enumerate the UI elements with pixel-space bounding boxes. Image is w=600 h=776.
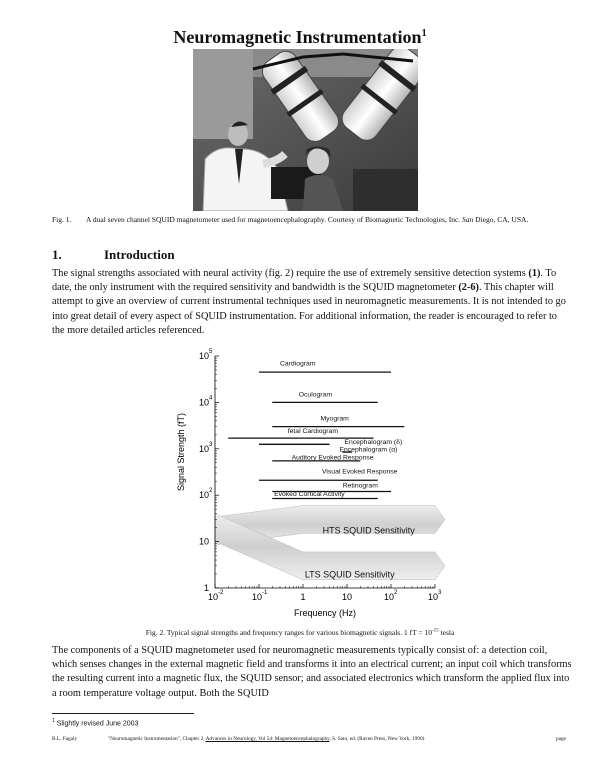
figure2-caption: Fig. 2. Typical signal strengths and frequency ranges for various biomagnetic signals. 1 fT = $10^{-15}$ tesla [145,628,455,637]
signal-label: Cardiogram [279,360,316,368]
magnetometer-photo [193,49,418,211]
signal-label: fetal Cardiogram [287,427,338,435]
signal-label: Myogram [320,415,349,423]
figure1-caption-text: A dual seven channel SQUID magnetometer used for magnetoencephalography. Courtesy of Biomagnetic Technologies, Inc. San Diego, CA, USA. [86,215,529,224]
footnote [52,718,138,727]
y-tick-label: 10 [198,397,209,408]
citation-ref: (2-6) [458,282,479,294]
y-tick-label: 10 [198,443,209,454]
citation-ref: (1) [528,268,541,279]
x-tick-exponent: 3 [438,590,442,596]
y-tick-label: 10 [198,536,209,547]
signal-label: Auditory Evoked Response [291,454,374,462]
band-label: HTS SQUID Sensitivity [322,525,415,536]
x-axis-title: Frequency (Hz) [293,608,357,618]
x-tick-exponent: 2 [394,590,398,596]
section-title: Introduction [104,247,175,262]
x-tick-exponent: -1 [262,590,268,596]
footnote-text: Slightly revised June 2003 [56,720,139,728]
signal-label: Encephalogram (δ) [344,438,403,446]
y-tick-exponent: 2 [209,488,213,495]
figure1-label: Fig. 1. [52,215,72,224]
section-number: 1. [52,247,62,262]
page-title: Neuromagnetic Instrumentation$^1$ [173,27,427,47]
band-label: LTS SQUID Sensitivity [304,569,395,580]
y-tick-exponent: 3 [209,441,213,448]
y-axis-title: Signal Strength (fT) [176,412,186,492]
footer-author: R.L. Fagaly [52,736,78,742]
y-tick-label: 10 [198,351,209,361]
y-tick-label: 1 [203,583,209,593]
y-tick-exponent: 4 [209,395,213,402]
footer-page: page [556,736,566,742]
y-tick-exponent: 5 [209,349,213,355]
components-paragraph: The components of a SQUID magnetometer used for neuromagnetic measurements typically consist of: a detection coil, which senses changes in the external magnetic field and transforms it into an electrical current; an input coil which transforms the resulting current into a magnetic flux, the SQUID sensor; and associated electronics which transform the applied flux into a room temperature voltage output. Both the SQUID [52,645,572,699]
y-tick-label: 10 [198,490,209,501]
x-tick-label: 1 [300,592,306,602]
footnote-mark: 1 [52,718,55,724]
x-tick-label: 10 [251,592,263,602]
signal-label: Encephalogram (α) [339,446,398,454]
title-footnote-mark: 1 [421,28,427,39]
footer-citation: "Neuromagnetic Instrumentation", Chapter 2, Advances in Neurology, Vol 54: Magnetoencephalography, S. Sato, ed. (Raven Press, New York, 1990) [108,736,425,742]
signal-label: Evoked Cortical Activity [274,491,345,499]
paragraph-text: . To date, the only instrument with the required sensitivity and bandwidth is the SQUID magnetometer [52,268,557,294]
section-heading [52,247,175,263]
x-tick-label: 10 [341,592,353,602]
x-tick-label: 10 [427,592,439,602]
paragraph-text: . This chapter will attempt to give an overview of current instrumental techniques used in neuromagnetic measurements. It is not intended to go into great detail of every aspect of SQUID instrumentation. For additional information, the reader is encouraged to refer to the more detailed articles referenced. [52,282,566,336]
x-tick-label: 10 [207,592,219,602]
x-tick-label: 10 [383,592,395,602]
signal-label: Retinogram [342,482,378,490]
signal-label: Visual Evoked Response [321,468,398,476]
signal-strength-chart [170,348,450,623]
footnote-rule [52,713,194,714]
signal-label: Oculogram [298,391,332,399]
x-tick-exponent: -2 [218,590,224,596]
intro-paragraph [52,267,572,338]
paragraph-text: The signal strengths associated with neural activity (fig. 2) require the use of extremely sensitive detection systems [52,268,529,279]
